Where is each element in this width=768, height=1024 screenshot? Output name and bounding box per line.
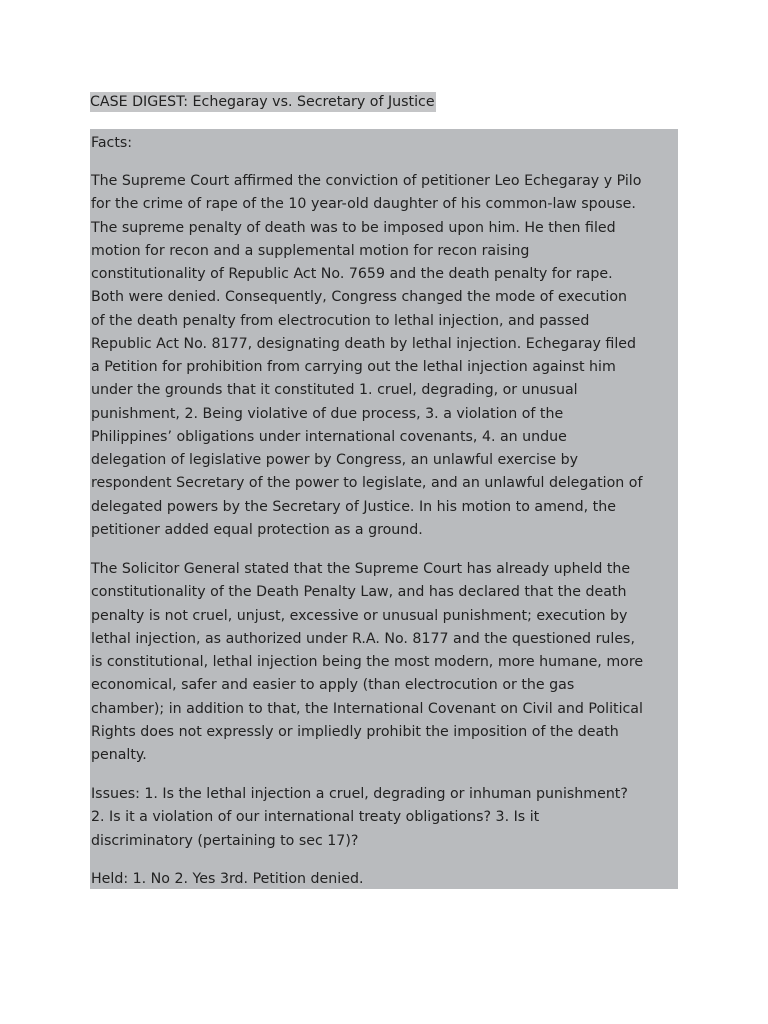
case-title: CASE DIGEST: Echegaray vs. Secretary of Justice (90, 94, 435, 110)
solicitor-general-paragraph: The Solicitor General stated that the Supreme Court has already upheld the constitutionality of the Death Penalty Law, and has declared that the death penalty is not cruel, unjust, excessive or unusual punishment; execution by lethal injection, as authorized under R.A. No. 8177 and the questioned rules, is constitutional, lethal injection being the most modern, more humane, more economical, safer and easier to apply (than electrocution or the gas chamber); in addition to that, the International Covenant on Civil and Political Rights does not expressly or impliedly prohibit the imposition of the death penalty. (91, 561, 644, 763)
facts-heading: Facts: (91, 135, 133, 151)
case-body (90, 129, 678, 889)
facts-paragraph: The Supreme Court affirmed the conviction of petitioner Leo Echegaray y Pilo for the crime of rape of the 10 year-old daughter of his common-law spouse. The supreme penalty of death was to be imposed upon him. He then filed motion for recon and a supplemental motion for recon raising constitutionality of Republic Act No. 7659 and the death penalty for rape. Both were denied. Consequently, Congress changed the mode of execution of the death penalty from electrocution to lethal injection, and passed Republic Act No. 8177, designating death by lethal injection. Echegaray filed a Petition for prohibition from carrying out the lethal injection against him under the grounds that it constituted 1. cruel, degrading, or unusual punishment, 2. Being violative of due process, 3. a violation of the Philippines’ obligations under international covenants, 4. an undue delegation of legislative power by Congress, an unlawful exercise by respondent Secretary of the power to legislate, and an unlawful delegation of delegated powers by the Secretary of Justice. In his motion to amend, the petitioner added equal protection as a ground. (91, 173, 643, 538)
held-paragraph: Held: 1. No 2. Yes 3rd. Petition denied. (91, 871, 364, 887)
issues-paragraph: Issues: 1. Is the lethal injection a cruel, degrading or inhuman punishment? 2. Is it a violation of our international treaty obligations? 3. Is it discriminatory (pertaining to sec 17)? (91, 786, 628, 849)
